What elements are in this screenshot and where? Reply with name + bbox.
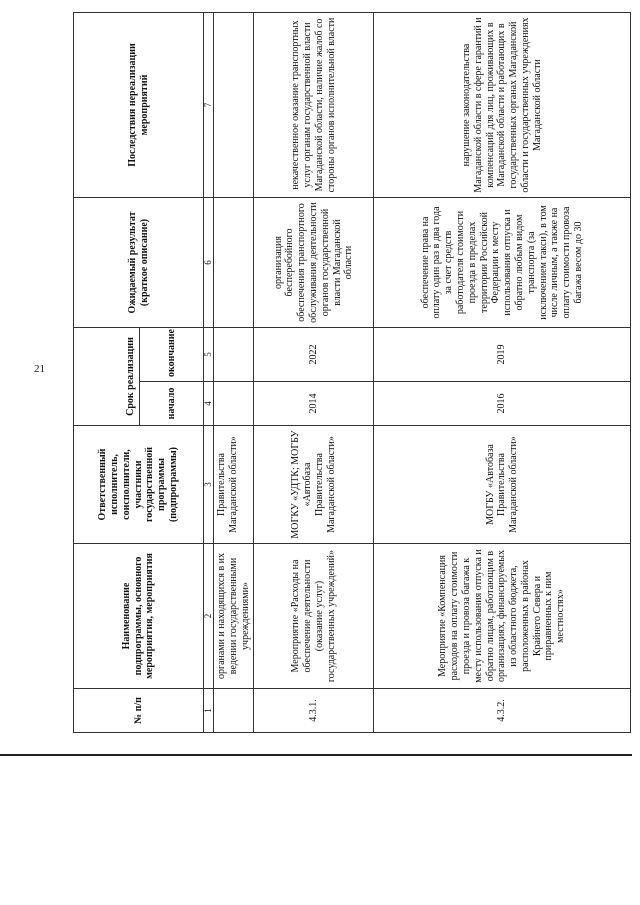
header-row	[74, 13, 140, 733]
row-result	[214, 198, 254, 328]
row-result: организация бесперебойного обеспечения транспортного обслуживания деятельности органов государственной власти Магаданской области	[254, 198, 374, 328]
page-number: 21	[34, 363, 45, 375]
row-end: 2019	[374, 328, 631, 382]
col-number: 2	[204, 544, 214, 689]
header-consequences: Последствия нереализации мероприятий	[74, 13, 204, 198]
row-num: 4.3.2.	[374, 689, 631, 733]
row-end	[214, 328, 254, 382]
header-start: начало	[140, 382, 204, 426]
col-number: 1	[204, 689, 214, 733]
row-num: 4.3.1.	[254, 689, 374, 733]
row-result: обеспечение права на оплату один раз в два года за счет средств работодателя стоимости проезда в пределах территории Российской Федерации к месту использования отпуска и обратно любым видом транспорта (за исключением такси), в том числе личным, а также на оплату стоимости провоза багажа весом до 30	[374, 198, 631, 328]
table-row	[254, 13, 374, 733]
row-name: Мероприятие «Компенсация расходов на оплату стоимости проезда и провоза багажа к месту использования отпуска и обратно лицам, работающим в организациях, финансируемых из областного бюджета, расположенных в районах Крайнего Севера и приравненных к ним местностях»	[374, 544, 631, 689]
row-name: Мероприятие «Расходы на обеспечение деятельности (оказание услуг) государственных учреждений»	[254, 544, 374, 689]
column-number-row	[204, 13, 214, 733]
col-number: 5	[204, 328, 214, 382]
header-result: Ожидаемый результат (краткое описание)	[74, 198, 204, 328]
row-start: 2016	[374, 382, 631, 426]
row-start	[214, 382, 254, 426]
col-number: 7	[204, 13, 214, 198]
row-name: органами и находящихся в их ведении государственными учреждениями»	[214, 544, 254, 689]
table-row	[214, 13, 254, 733]
col-number: 3	[204, 426, 214, 544]
row-num	[214, 689, 254, 733]
row-end: 2022	[254, 328, 374, 382]
row-consequences	[214, 13, 254, 198]
program-activities-table	[73, 12, 631, 733]
header-executor: Ответственный исполнитель, соисполнители, участники государственной программы (подпрограммы)	[74, 426, 204, 544]
table-row	[374, 13, 631, 733]
row-executor: МОГБУ «Автобаза Правительства Магаданской области»	[374, 426, 631, 544]
header-period: Срок реализации	[74, 328, 140, 426]
row-executor: МОГКУ «УДТК; МОГБУ «Автобаза Правительства Магаданской области»	[254, 426, 374, 544]
col-number: 6	[204, 198, 214, 328]
row-consequences: нарушение законодательства Магаданской области в сфере гарантий и компенсаций для лиц, проживающих в Магаданской области и работающих в государственных органах Магаданской области и государственных учреждениях Магаданской области	[374, 13, 631, 198]
row-start: 2014	[254, 382, 374, 426]
col-number: 4	[204, 382, 214, 426]
rotated-table-wrapper	[73, 13, 631, 733]
page-divider	[0, 754, 632, 756]
header-end: окончание	[140, 328, 204, 382]
row-executor: Правительства Магаданской области»	[214, 426, 254, 544]
row-consequences: некачественное оказание транспортных услуг органам государственной власти Магаданской области, наличие жалоб со стороны органов исполнительной власти	[254, 13, 374, 198]
header-num: № п/п	[74, 689, 204, 733]
header-name: Наименование подпрограммы, основного мероприятия, мероприятия	[74, 544, 204, 689]
